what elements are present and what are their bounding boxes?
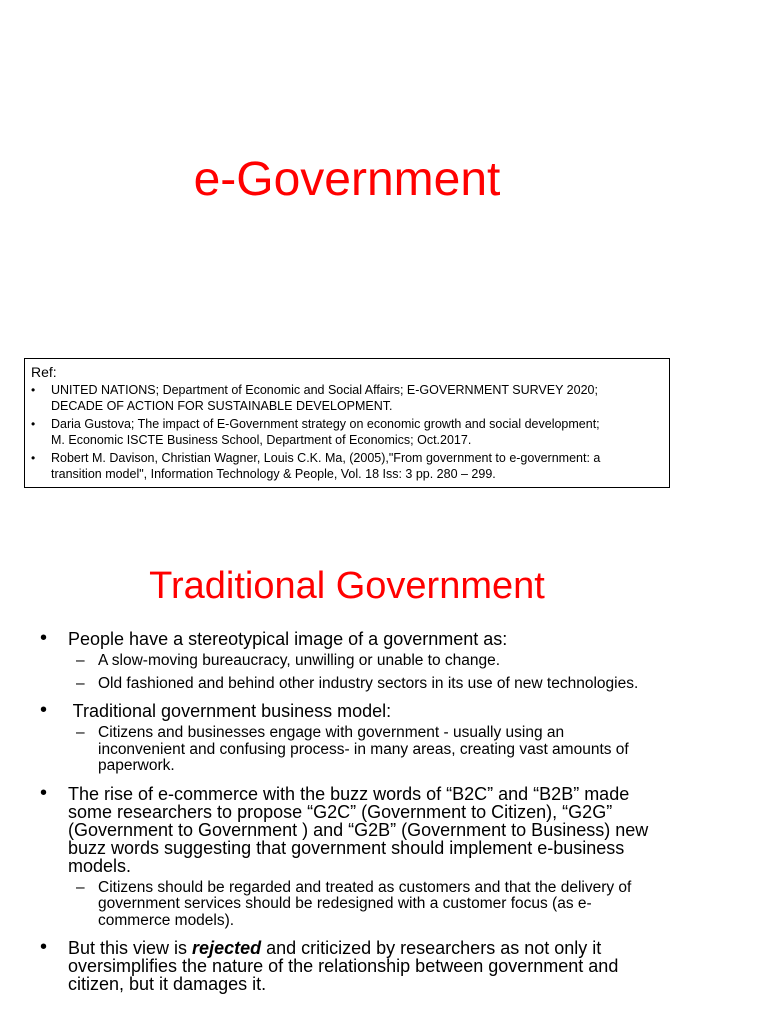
sub-bullet-point bbox=[40, 676, 650, 693]
bullet-text-after: and criticized by researchers as not only it oversimplifies the nature of the relationship between government and citizen, but it damages it. bbox=[68, 938, 624, 994]
bullet-text: People have a stereotypical image of a government as: bbox=[68, 629, 508, 649]
sub-bullet-point bbox=[40, 725, 650, 775]
bullet-text: Traditional government business model: bbox=[68, 701, 392, 721]
reference-line: Daria Gustova; The impact of E-Government strategy on economic growth and social development; bbox=[51, 417, 600, 431]
bullet-point bbox=[40, 781, 650, 876]
references-box bbox=[24, 358, 670, 488]
sub-bullet-point bbox=[40, 653, 650, 670]
dash-icon: – bbox=[76, 652, 85, 669]
reference-line: M. Economic ISCTE Business School, Department of Economics; Oct.2017. bbox=[51, 432, 472, 447]
bullet-icon: • bbox=[40, 781, 48, 804]
slide-title-traditional-government: Traditional Government bbox=[149, 565, 545, 607]
bullet-icon: • bbox=[40, 627, 48, 649]
bullet-icon: • bbox=[31, 451, 36, 465]
emphasized-word: rejected bbox=[192, 938, 262, 958]
reference-line: Robert M. Davison, Christian Wagner, Louis C.K. Ma, (2005),"From government to e-government: a bbox=[51, 451, 601, 465]
bullet-icon: • bbox=[40, 699, 48, 721]
reference-line: DECADE OF ACTION FOR SUSTAINABLE DEVELOPMENT. bbox=[51, 398, 393, 413]
dash-icon: – bbox=[76, 674, 85, 692]
dash-icon: – bbox=[76, 724, 85, 741]
reference-line: UNITED NATIONS; Department of Economic and Social Affairs; E-GOVERNMENT SURVEY 2020; bbox=[51, 383, 598, 397]
slide-title-e-government: e-Government bbox=[193, 153, 501, 206]
sub-bullet-text: Citizens and businesses engage with government - usually using an inconvenient and confusing process- in many areas, creating vast amounts of paperwork. bbox=[98, 724, 629, 774]
sub-bullet-text: A slow-moving bureaucracy, unwilling or unable to change. bbox=[98, 652, 501, 669]
bullet-icon: • bbox=[31, 417, 36, 431]
sub-bullet-text: Citizens should be regarded and treated as customers and that the delivery of government services should be redesigned with a customer focus (as e-commerce models). bbox=[98, 878, 632, 929]
reference-line: transition model", Information Technology & People, Vol. 18 Iss: 3 pp. 280 – 299. bbox=[51, 466, 496, 481]
reference-item bbox=[31, 417, 663, 448]
bullet-point bbox=[40, 936, 650, 994]
bullet-point bbox=[40, 627, 650, 649]
bullet-text-before: But this view is bbox=[68, 938, 193, 958]
sub-bullet-text: Old fashioned and behind other industry sectors in its use of new technologies. bbox=[98, 674, 639, 692]
reference-item bbox=[31, 383, 663, 414]
bullet-icon: • bbox=[31, 383, 36, 397]
reference-item bbox=[31, 451, 663, 482]
bullet-point bbox=[40, 699, 650, 721]
dash-icon: – bbox=[76, 878, 85, 896]
bullet-text: The rise of e-commerce with the buzz words of “B2C” and “B2B” made some researchers to propose “G2C” (Government to Citizen), “G2G” (Government to Government ) and “G2B” (Government to Business) new buzz words suggesting that government should implement e-business models. bbox=[68, 783, 649, 876]
bullet-icon: • bbox=[40, 936, 48, 958]
sub-bullet-point bbox=[40, 880, 650, 930]
references-label: Ref: bbox=[31, 364, 57, 380]
slide-content bbox=[40, 627, 650, 998]
references-list bbox=[31, 383, 663, 482]
